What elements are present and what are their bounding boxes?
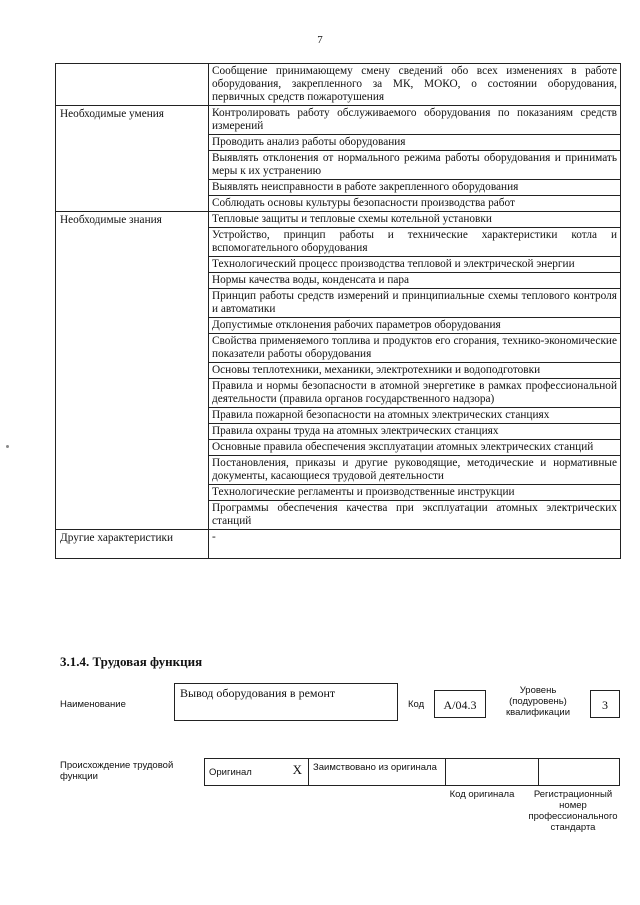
requirement-item: Постановления, приказы и другие руководящие, методические и нормативные документы, касающиеся трудовой деятельности xyxy=(209,456,621,485)
requirement-item: Правила охраны труда на атомных электрических станциях xyxy=(209,424,621,440)
original-label: Оригинал xyxy=(209,767,252,778)
requirement-item: Устройство, принцип работы и технические характеристики котла и вспомогательного оборудования xyxy=(209,228,621,257)
function-code-field: А/04.3 xyxy=(434,690,486,718)
code-label: Код xyxy=(408,699,425,710)
requirement-item: - xyxy=(209,530,621,559)
origin-table xyxy=(204,758,620,786)
requirement-item: Основные правила обеспечения эксплуатации атомных электрических станций xyxy=(209,440,621,456)
requirement-item: Проводить анализ работы оборудования xyxy=(209,135,621,151)
row-label: Необходимые умения xyxy=(56,106,209,212)
table-row xyxy=(56,106,621,135)
requirement-item: Сообщение принимающему смену сведений обо всех изменениях в работе оборудования, закрепленного за МК, МОКО, о состоянии оборудования, первичных средств пожаротушения xyxy=(209,64,621,106)
requirement-item: Правила и нормы безопасности в атомной энергетике в рамках профессиональной деятельности (правила органов государственного надзора) xyxy=(209,379,621,408)
requirement-item: Свойства применяемого топлива и продуктов его сгорания, технико-экономические показатели работы оборудования xyxy=(209,334,621,363)
requirement-item: Нормы качества воды, конденсата и пара xyxy=(209,273,621,289)
borrowed-cell xyxy=(309,759,446,786)
row-label: Необходимые знания xyxy=(56,212,209,530)
requirement-item: Правила пожарной безопасности на атомных электрических станциях xyxy=(209,408,621,424)
level-label: Уровень (подуровень) квалификации xyxy=(505,685,571,718)
requirement-item: Контролировать работу обслуживаемого оборудования по показаниям средств измерений xyxy=(209,106,621,135)
table-row xyxy=(56,64,621,106)
page-number: 7 xyxy=(317,34,323,46)
code-original-caption: Код оригинала xyxy=(449,789,515,800)
borrowed-label: Заимствовано из оригинала xyxy=(313,762,437,773)
origin-label: Происхождение трудовой функции xyxy=(60,760,174,782)
requirement-item: Выявлять отклонения от нормального режима работы оборудования и принимать меры к их устранению xyxy=(209,151,621,180)
margin-dot xyxy=(6,445,9,448)
row-label: Другие характеристики xyxy=(56,530,209,559)
requirement-item: Допустимые отклонения рабочих параметров оборудования xyxy=(209,318,621,334)
requirement-item: Принцип работы средств измерений и принципиальные схемы теплового контроля и автоматики xyxy=(209,289,621,318)
requirement-item: Технологические регламенты и производственные инструкции xyxy=(209,485,621,501)
name-label: Наименование xyxy=(60,699,126,710)
requirement-item: Соблюдать основы культуры безопасности производства работ xyxy=(209,196,621,212)
row-label xyxy=(56,64,209,106)
table-row xyxy=(56,530,621,559)
reg-number-cell xyxy=(539,759,620,786)
section-title: 3.1.4. Трудовая функция xyxy=(60,654,203,669)
requirement-item: Технологический процесс производства тепловой и электрической энергии xyxy=(209,257,621,273)
requirement-item: Программы обеспечения качества при эксплуатации атомных электрических станций xyxy=(209,501,621,530)
level-field: 3 xyxy=(590,690,620,718)
reg-number-caption: Регистрационный номер профессионального стандарта xyxy=(528,789,618,833)
requirement-item: Выявлять неисправности в работе закрепленного оборудования xyxy=(209,180,621,196)
code-original-cell xyxy=(446,759,539,786)
requirements-table xyxy=(55,63,621,559)
original-cell xyxy=(205,759,309,786)
requirement-item: Основы теплотехники, механики, электротехники и водоподготовки xyxy=(209,363,621,379)
original-mark: X xyxy=(292,762,302,777)
function-name-field: Вывод оборудования в ремонт xyxy=(174,683,398,721)
table-row xyxy=(56,212,621,228)
requirement-item: Тепловые защиты и тепловые схемы котельной установки xyxy=(209,212,621,228)
